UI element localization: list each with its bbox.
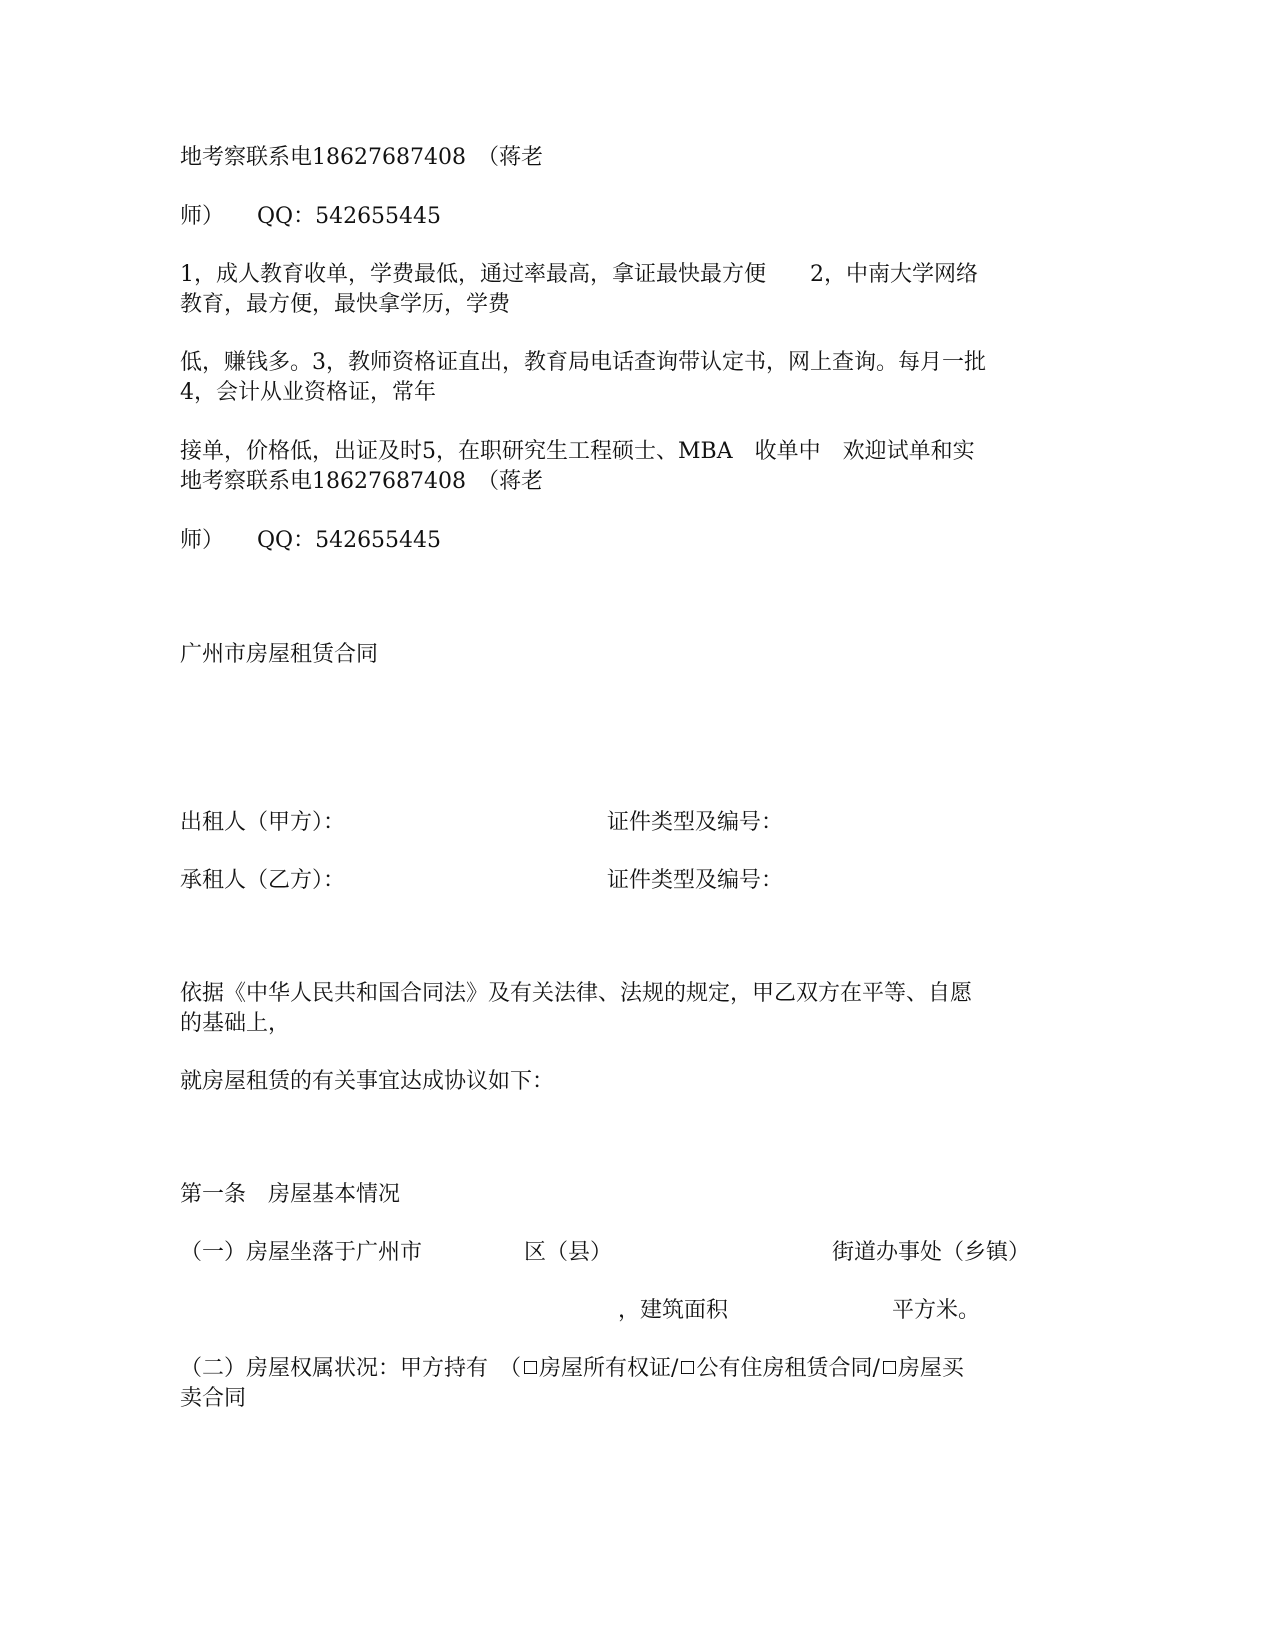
lessor-label: 出租人（甲方）：	[180, 810, 346, 835]
basis-line-2: 的基础上，	[180, 1011, 291, 1036]
ad-contact-line: 地考察联系电18627687408 （蒋老	[180, 145, 543, 170]
item-1-location-prefix: （一）房屋坐落于广州市	[180, 1240, 423, 1265]
sale-contract-label: 房屋买	[897, 1356, 964, 1381]
basis-line-3: 就房屋租赁的有关事宜达成协议如下：	[180, 1069, 555, 1094]
lessor-id-label: 证件类型及编号：	[607, 810, 784, 835]
sale-contract-checkbox[interactable]	[883, 1361, 896, 1374]
ad-qq-line: 师） QQ：542655445	[180, 204, 442, 229]
ad-paragraph-2-line-2: 4，会计从业资格证，常年	[180, 380, 436, 405]
property-certificate-checkbox[interactable]	[524, 1361, 537, 1374]
contract-title: 广州市房屋租赁合同	[180, 642, 379, 667]
lessee-id-label: 证件类型及编号：	[607, 868, 784, 893]
item-2-ownership-line	[180, 1354, 964, 1384]
basis-line-1: 依据《中华人民共和国合同法》及有关法律、法规的规定，甲乙双方在平等、自愿	[180, 981, 973, 1006]
ad-paragraph-1-line-1: 1，成人教育收单，学费最低，通过率最高，拿证最快最方便 2，中南大学网络	[180, 262, 978, 287]
ad-paragraph-3-line-1: 接单，价格低，出证及时5，在职研究生工程硕士、MBA 收单中 欢迎试单和实	[180, 439, 975, 464]
item-1-area-unit: 平方米。	[892, 1298, 981, 1323]
ad-qq-line-2: 师） QQ：542655445	[180, 528, 442, 553]
ad-paragraph-1-line-2: 教育，最方便，最快拿学历，学费	[180, 292, 511, 317]
item-2-ownership-prefix: （二）房屋权属状况：甲方持有 （	[180, 1356, 522, 1381]
article-1-title: 第一条 房屋基本情况	[180, 1182, 401, 1207]
lessee-label: 承租人（乙方）：	[180, 868, 346, 893]
item-1-district-label: 区（县）	[524, 1240, 613, 1265]
ad-paragraph-3-line-2: 地考察联系电18627687408 （蒋老	[180, 469, 543, 494]
public-housing-lease-checkbox[interactable]	[681, 1361, 694, 1374]
item-1-area-label: ，建筑面积	[618, 1298, 729, 1323]
item-1-subdistrict-label: 街道办事处（乡镇）	[832, 1240, 1031, 1265]
ad-paragraph-2-line-1: 低，赚钱多。3，教师资格证直出，教育局电话查询带认定书，网上查询。每月一批	[180, 350, 986, 375]
public-housing-lease-label: 公有住房租赁合同/	[696, 1356, 880, 1381]
property-certificate-label: 房屋所有权证/	[539, 1356, 679, 1381]
item-2-ownership-line-2: 卖合同	[180, 1386, 247, 1411]
